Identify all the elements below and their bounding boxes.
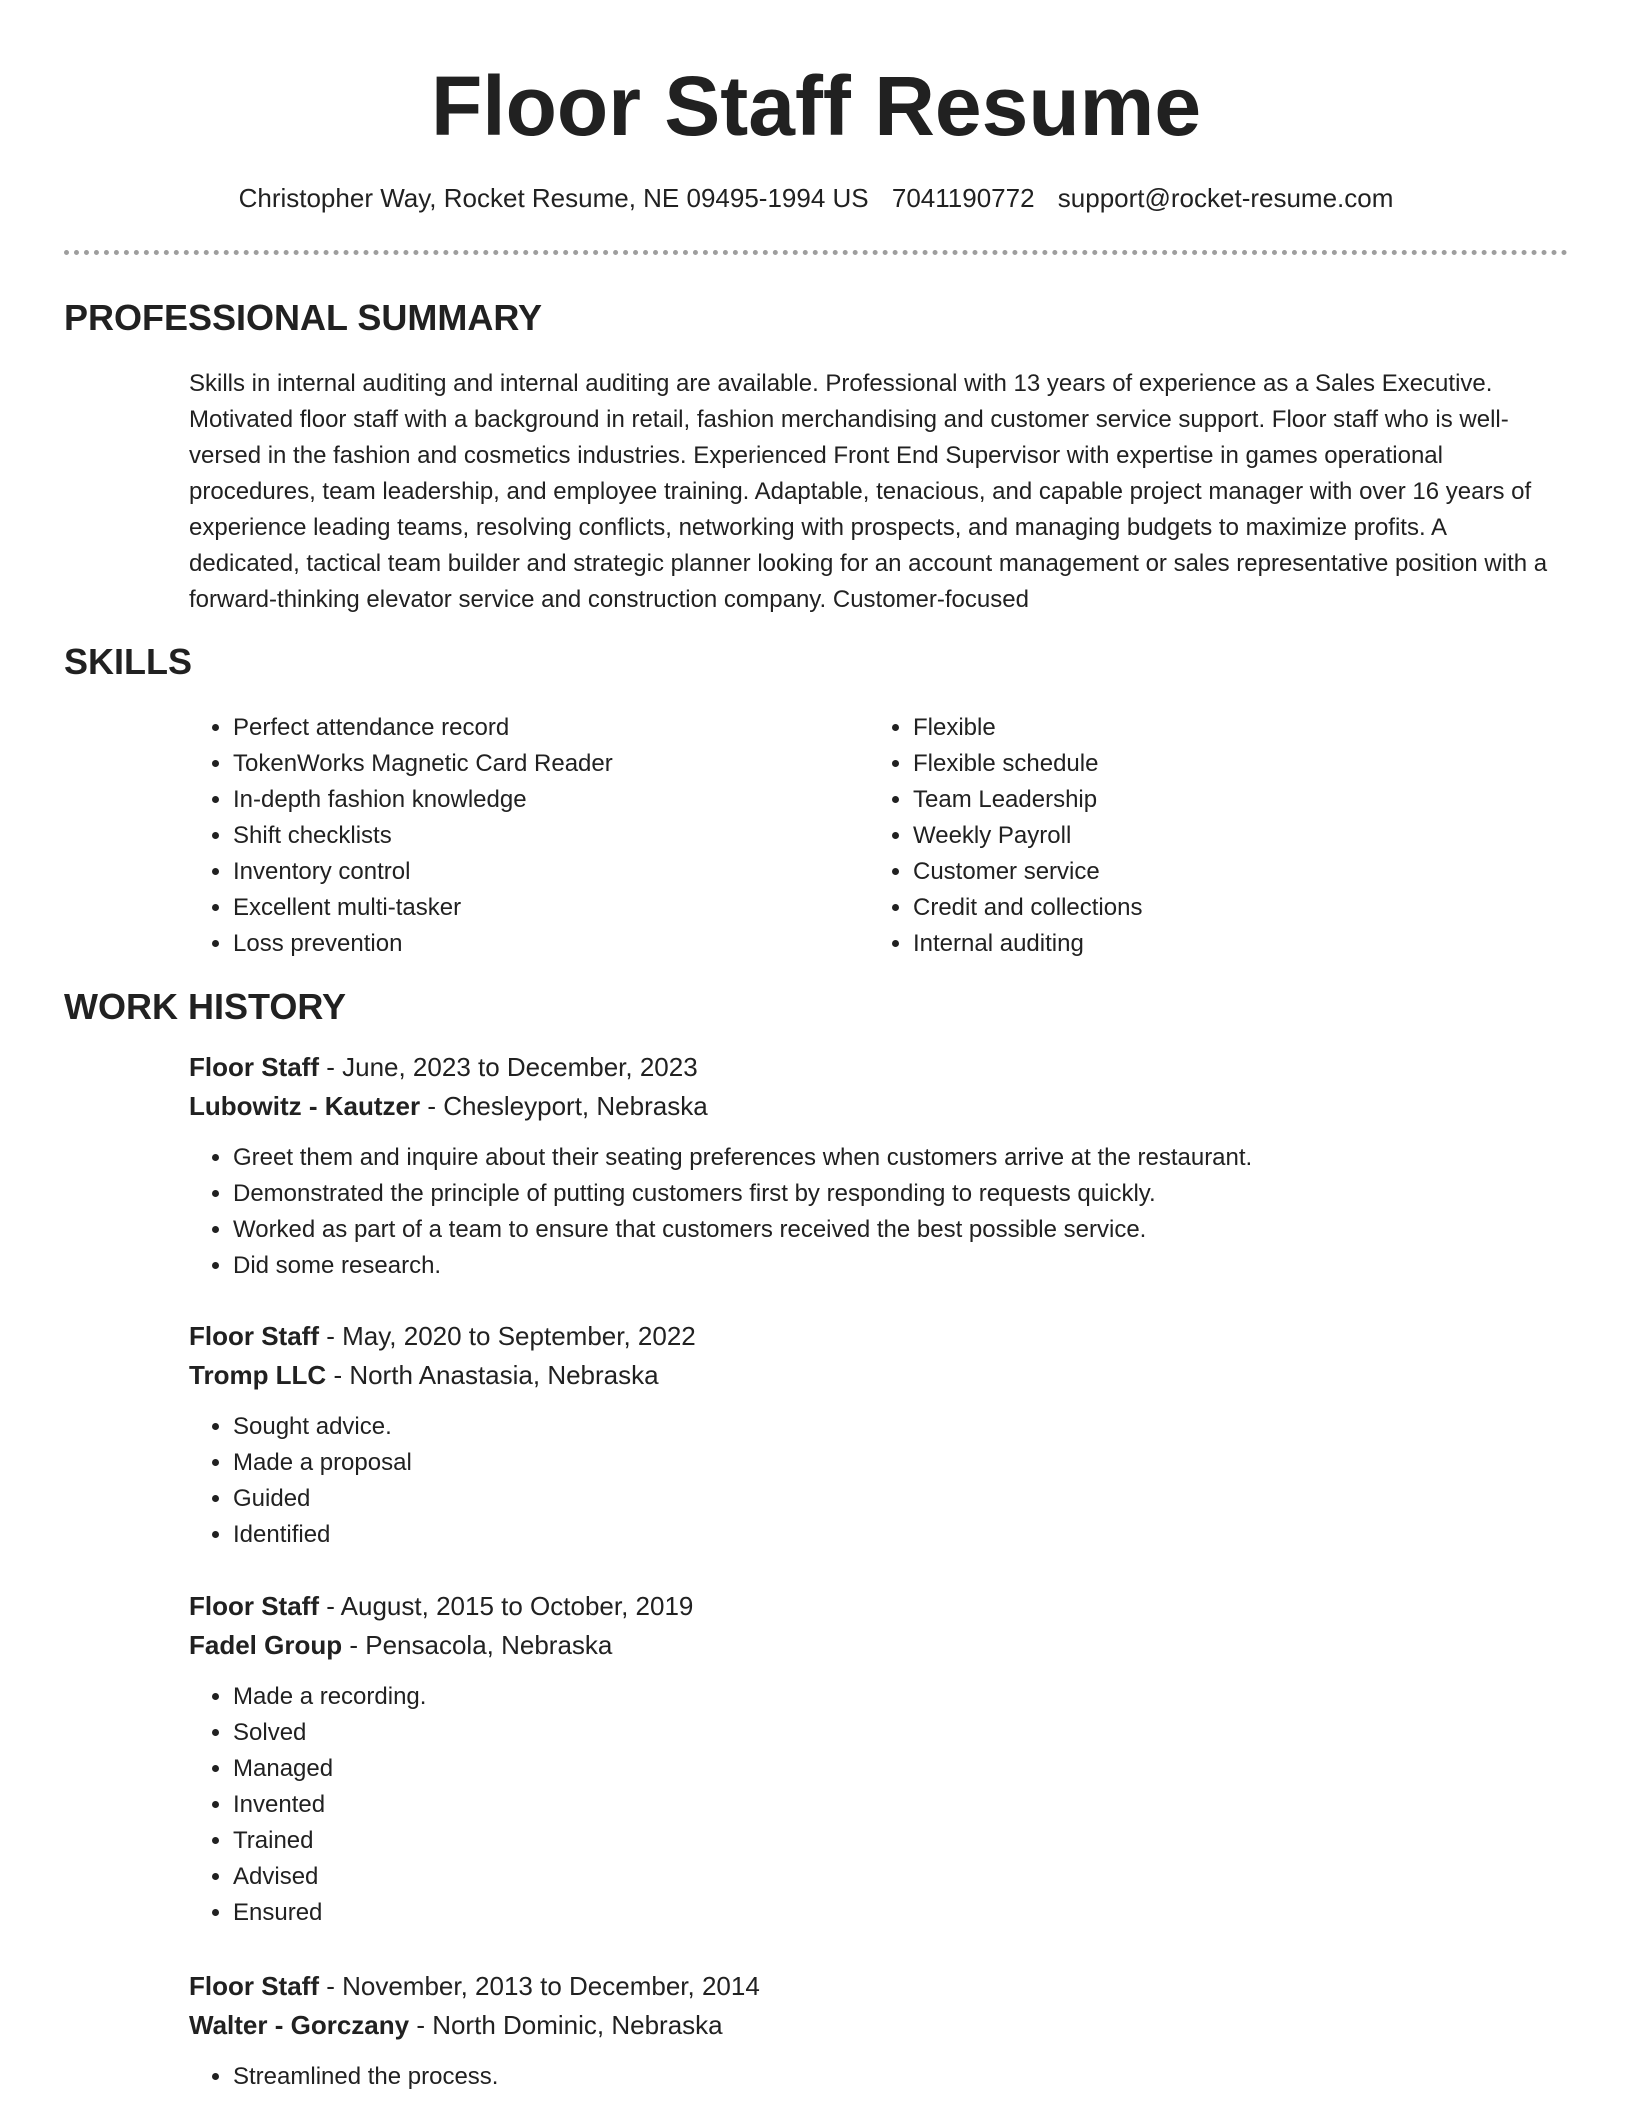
- job-company: Lubowitz - Kautzer: [189, 1091, 421, 1121]
- job-bullets: [189, 1679, 1569, 1931]
- job-entry: [189, 1317, 1569, 1553]
- job-bullet: • Guided: [233, 1481, 1569, 1517]
- page-title: Floor Staff Resume: [430, 59, 1202, 153]
- job-bullet: • Invented: [233, 1787, 1569, 1823]
- job-bullet: • Managed: [233, 1751, 1569, 1787]
- skill-item: • Internal auditing: [913, 926, 1549, 962]
- job-title-line: [189, 1048, 1569, 1087]
- job-location: - Pensacola, Nebraska: [342, 1630, 613, 1660]
- contact-phone: 7041190772: [891, 183, 1035, 213]
- job-entry: [189, 1967, 1569, 2095]
- job-bullet: • Streamlined the process.: [233, 2059, 1569, 2095]
- job-location: - Chesleyport, Nebraska: [420, 1091, 708, 1121]
- job-title-line: [189, 1587, 1569, 1626]
- job-location: - North Anastasia, Nebraska: [326, 1360, 659, 1390]
- job-bullet: • Solved: [233, 1715, 1569, 1751]
- skill-item: • TokenWorks Magnetic Card Reader: [233, 746, 869, 782]
- skills-heading: SKILLS: [64, 641, 193, 682]
- skill-item: • In-depth fashion knowledge: [233, 782, 869, 818]
- job-company: Tromp LLC: [189, 1360, 327, 1390]
- job-company: Fadel Group: [189, 1630, 343, 1660]
- job-bullet: • Advised: [233, 1859, 1569, 1895]
- skill-item: • Perfect attendance record: [233, 710, 869, 746]
- job-bullet: • Ensured: [233, 1895, 1569, 1931]
- skills-list: [189, 710, 1569, 962]
- job-company-line: [189, 2006, 1569, 2045]
- job-dates: - August, 2015 to October, 2019: [319, 1591, 694, 1621]
- skill-item: • Credit and collections: [913, 890, 1549, 926]
- job-location: - North Dominic, Nebraska: [409, 2010, 723, 2040]
- contact-email: support@rocket-resume.com: [1057, 183, 1394, 213]
- header-divider: [64, 250, 1568, 255]
- job-entry: [189, 1587, 1569, 1931]
- job-bullets: [189, 1409, 1569, 1553]
- job-entry: [189, 1048, 1569, 1284]
- skill-item: • Flexible schedule: [913, 746, 1549, 782]
- job-dates: - June, 2023 to December, 2023: [319, 1052, 698, 1082]
- job-bullet: • Identified: [233, 1517, 1569, 1553]
- skill-item: • Loss prevention: [233, 926, 869, 962]
- contact-address: Christopher Way, Rocket Resume, NE 09495-1994 US: [238, 183, 869, 213]
- job-title: Floor Staff: [189, 1321, 319, 1351]
- skill-item: • Team Leadership: [913, 782, 1549, 818]
- job-title: Floor Staff: [189, 1971, 319, 2001]
- job-bullet: • Greet them and inquire about their seating preferences when customers arrive at the restaurant.: [233, 1140, 1569, 1176]
- contact-line: [0, 180, 1632, 216]
- work-history-heading: WORK HISTORY: [64, 986, 347, 1027]
- job-title-line: [189, 1967, 1569, 2006]
- job-bullet: • Trained: [233, 1823, 1569, 1859]
- skills-column-right: [869, 710, 1549, 962]
- job-company: Walter - Gorczany: [189, 2010, 410, 2040]
- skill-item: • Shift checklists: [233, 818, 869, 854]
- job-title: Floor Staff: [189, 1052, 319, 1082]
- job-company-line: [189, 1087, 1569, 1126]
- summary-text: Skills in internal auditing and internal auditing are available. Professional with 13 years of experience as a Sales Executive. Motivated floor staff with a background in retail, fashion merchandising and customer service support. Floor staff who is well-versed in the fashion and cosmetics industries. Experienced Front End Supervisor with expertise in games operational procedures, team leadership, and employee training. Adaptable, tenacious, and capable project manager with over 16 years of experience leading teams, resolving conflicts, networking with prospects, and managing budgets to maximize profits. A dedicated, tactical team builder and strategic planner looking for an account management or sales representative position with a forward-thinking elevator service and construction company. Customer-focused: [189, 370, 1548, 613]
- job-bullet: • Made a proposal: [233, 1445, 1569, 1481]
- job-bullet: • Did some research.: [233, 1248, 1569, 1284]
- skills-column-left: [189, 710, 869, 962]
- job-title: Floor Staff: [189, 1591, 319, 1621]
- job-company-line: [189, 1626, 1569, 1665]
- skill-item: • Flexible: [913, 710, 1549, 746]
- job-bullets: [189, 1140, 1569, 1284]
- skill-item: • Inventory control: [233, 854, 869, 890]
- job-dates: - November, 2013 to December, 2014: [319, 1971, 760, 2001]
- job-bullet: • Sought advice.: [233, 1409, 1569, 1445]
- skill-item: • Weekly Payroll: [913, 818, 1549, 854]
- job-company-line: [189, 1356, 1569, 1395]
- skill-item: • Excellent multi-tasker: [233, 890, 869, 926]
- job-bullet: • Made a recording.: [233, 1679, 1569, 1715]
- summary-heading: PROFESSIONAL SUMMARY: [64, 297, 543, 338]
- job-title-line: [189, 1317, 1569, 1356]
- skill-item: • Customer service: [913, 854, 1549, 890]
- job-dates: - May, 2020 to September, 2022: [319, 1321, 696, 1351]
- job-bullet: • Worked as part of a team to ensure that customers received the best possible service.: [233, 1212, 1569, 1248]
- job-bullets: [189, 2059, 1569, 2095]
- job-bullet: • Demonstrated the principle of putting customers first by responding to requests quickly.: [233, 1176, 1569, 1212]
